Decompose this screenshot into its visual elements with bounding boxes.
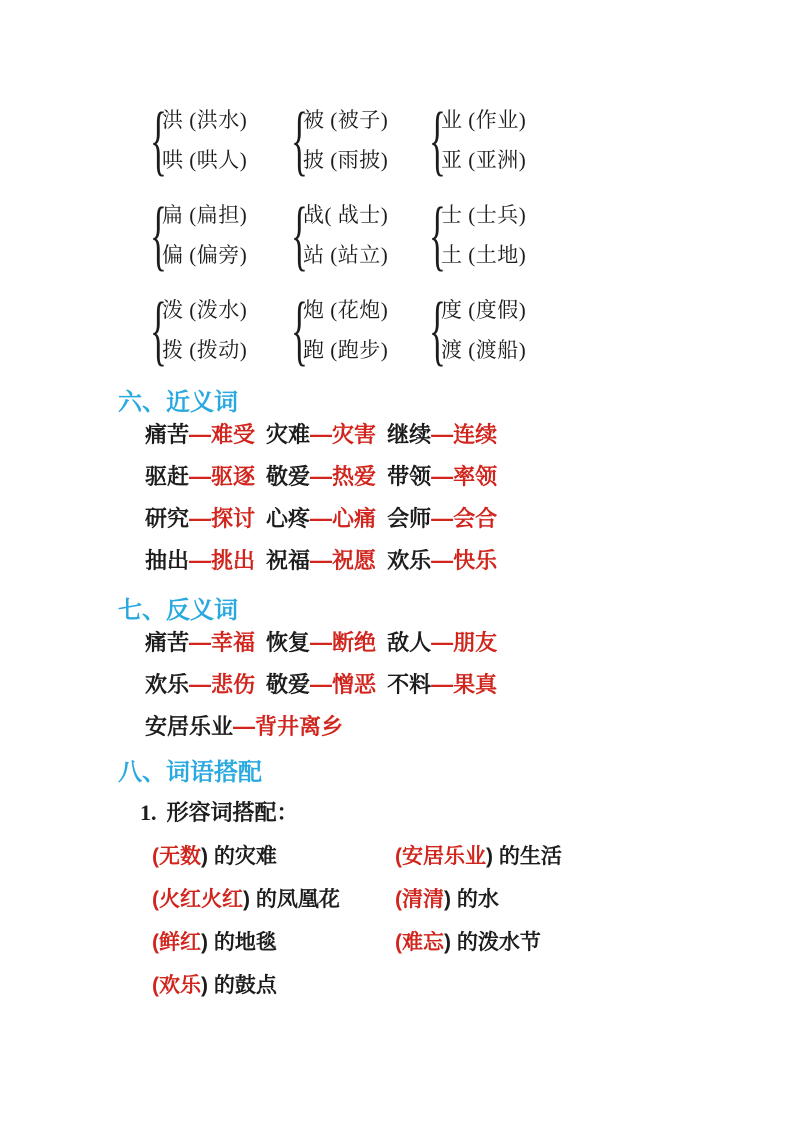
char-pair-row [150, 96, 527, 183]
pair-top-line: 炮 (花炮) [303, 298, 389, 322]
antonym-pair: 敬爱—憎恶 [266, 672, 377, 697]
pair-top-line: 被 (被子) [303, 108, 389, 132]
pair-top-line: 洪 (洪水) [162, 108, 248, 132]
synonym-pair: 敬爱—热爱 [266, 464, 377, 489]
char-pair [291, 286, 429, 373]
synonyms-heading: 六、近义词 [118, 389, 238, 416]
char-pair [429, 96, 527, 183]
char-pair [291, 191, 429, 278]
collocations-subheading [140, 796, 299, 827]
pair-bottom-line: 偏 (偏旁) [162, 243, 248, 267]
antonym-row [145, 706, 497, 748]
left-brace-glyph: { [291, 286, 308, 373]
subheading-text: 形容词搭配： [166, 800, 299, 825]
synonym-pair: 研究—探讨 [145, 506, 256, 531]
pair-bottom-line: 披 (雨披) [303, 148, 389, 172]
antonym-pair: 不料—果真 [387, 672, 498, 697]
left-brace-glyph: { [150, 96, 167, 183]
char-pair [150, 286, 291, 373]
antonym-pair: 安居乐业—背井离乡 [145, 714, 344, 739]
synonym-pair: 会师—会合 [387, 506, 498, 531]
left-brace-glyph: { [150, 191, 167, 278]
synonym-pair: 痛苦—难受 [145, 422, 256, 447]
synonym-pair: 祝福—祝愿 [266, 548, 377, 573]
collocations-heading: 八、词语搭配 [118, 759, 262, 786]
synonym-row [145, 456, 497, 498]
antonyms-list [145, 622, 497, 748]
collocation-item: (安居乐业) 的生活 [395, 845, 562, 868]
char-pair [291, 96, 429, 183]
synonym-pair: 灾难—灾害 [266, 422, 377, 447]
collocation-item: (无数) 的灾难 [152, 845, 277, 868]
left-brace-glyph: { [150, 286, 167, 373]
collocation-item: (火红火红) 的凤凰花 [152, 888, 340, 911]
synonym-row [145, 498, 497, 540]
subheading-number: 1. [140, 800, 157, 825]
char-pair [150, 191, 291, 278]
pair-top-line: 士 (士兵) [441, 203, 527, 227]
antonyms-heading: 七、反义词 [118, 597, 238, 624]
pair-bottom-line: 跑 (跑步) [303, 338, 389, 362]
char-pair [429, 191, 527, 278]
pair-top-line: 泼 (泼水) [162, 298, 248, 322]
pair-top-line: 战( 战士) [303, 203, 389, 227]
synonym-pair: 抽出—挑出 [145, 548, 256, 573]
collocation-item: (鲜红) 的地毯 [152, 931, 277, 954]
synonym-row [145, 414, 497, 456]
antonym-row [145, 664, 497, 706]
left-brace-glyph: { [429, 96, 446, 183]
collocation-row [152, 835, 562, 878]
antonym-pair: 痛苦—幸福 [145, 630, 256, 655]
collocation-item: (清清) 的水 [395, 888, 499, 911]
collocation-row [152, 964, 562, 1007]
antonym-pair: 欢乐—悲伤 [145, 672, 256, 697]
collocation-row [152, 878, 562, 921]
pair-bottom-line: 亚 (亚洲) [441, 148, 527, 172]
collocations-list [152, 835, 562, 1007]
left-brace-glyph: { [429, 286, 446, 373]
pair-bottom-line: 哄 (哄人) [162, 148, 248, 172]
pair-bottom-line: 渡 (渡船) [441, 338, 527, 362]
char-pair [429, 286, 527, 373]
char-pair [150, 96, 291, 183]
pair-top-line: 业 (作业) [441, 108, 527, 132]
collocation-item: (难忘) 的泼水节 [395, 931, 541, 954]
synonym-pair: 带领—率领 [387, 464, 498, 489]
synonym-pair: 继续—连续 [387, 422, 498, 447]
collocation-item: (欢乐) 的鼓点 [152, 974, 277, 997]
antonym-pair: 敌人—朋友 [387, 630, 498, 655]
char-pair-row [150, 286, 527, 373]
collocation-row [152, 921, 562, 964]
char-pair-row [150, 191, 527, 278]
left-brace-glyph: { [291, 191, 308, 278]
pair-bottom-line: 拨 (拨动) [162, 338, 248, 362]
synonym-pair: 驱赶—驱逐 [145, 464, 256, 489]
pair-top-line: 扁 (扁担) [162, 203, 248, 227]
pair-top-line: 度 (度假) [441, 298, 527, 322]
char-pairs-section [150, 96, 527, 385]
pair-bottom-line: 站 (站立) [303, 243, 389, 267]
synonym-pair: 心疼—心痛 [266, 506, 377, 531]
synonym-pair: 欢乐—快乐 [387, 548, 498, 573]
left-brace-glyph: { [291, 96, 308, 183]
antonym-pair: 恢复—断绝 [266, 630, 377, 655]
left-brace-glyph: { [429, 191, 446, 278]
pair-bottom-line: 土 (土地) [441, 243, 527, 267]
synonym-row [145, 540, 497, 582]
antonym-row [145, 622, 497, 664]
synonyms-list [145, 414, 497, 582]
